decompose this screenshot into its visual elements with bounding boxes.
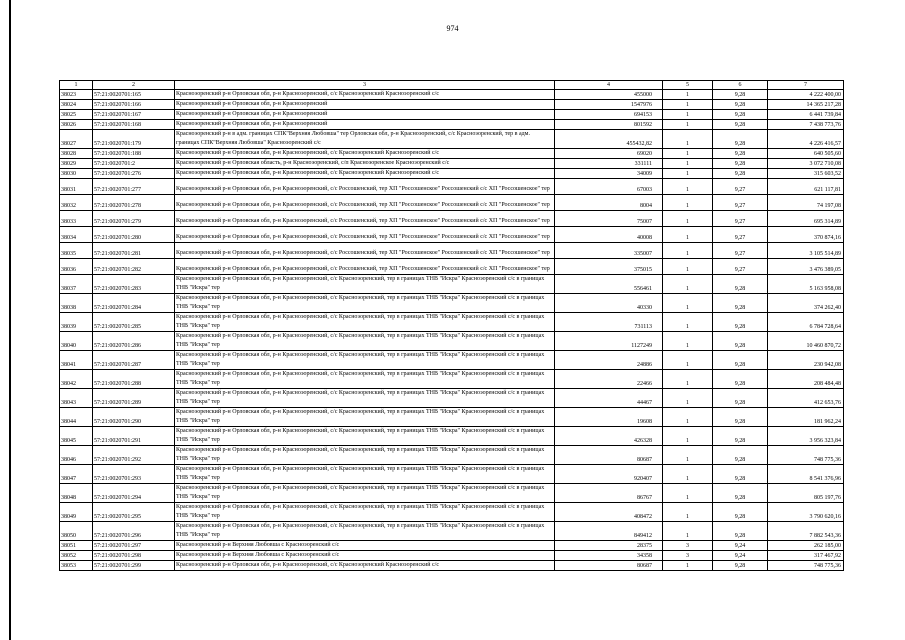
category-cell: 1 [663, 179, 713, 195]
area-cell: 335007 [555, 243, 663, 259]
category-cell: 1 [663, 120, 713, 130]
rate-cell: 9,28 [713, 90, 768, 100]
row-number-cell: 38023 [60, 90, 93, 100]
value-cell: 7 882 543,36 [768, 522, 844, 541]
area-cell: 849412 [555, 522, 663, 541]
header-cell: 3 [175, 81, 555, 90]
rate-cell: 9,28 [713, 100, 768, 110]
rate-cell: 9,28 [713, 370, 768, 389]
rate-cell: 9,28 [713, 110, 768, 120]
category-cell: 3 [663, 541, 713, 551]
row-number-cell: 38030 [60, 169, 93, 179]
address-cell: Красноэоренский р-н Орловская обл, р-н Красноэоренский, с/с Россошенский, тер ХП "Россошенское" Россошенский с/с ХП "Россошенское" тер [175, 211, 555, 227]
cadastral-number-cell: 57:21:0020701:291 [93, 427, 175, 446]
category-cell: 1 [663, 351, 713, 370]
table-row [60, 211, 844, 227]
rate-cell: 9,27 [713, 211, 768, 227]
cadastral-number-cell: 57:21:0020701:287 [93, 351, 175, 370]
value-cell: 3 790 620,16 [768, 503, 844, 522]
address-cell: Красноэоренский р-н Орловская область, р-н Красноэоренский, с/п Красноэоренское Красноэоренский с/с [175, 159, 555, 169]
address-cell: Красноэоренский р-н Орловская обл, р-н Красноэоренский, с/с Красноэоренский, тер в границах ТНВ "Искра" Красноэоренский с/с в границах ТНВ "Искра" тер [175, 313, 555, 332]
rate-cell: 9,27 [713, 179, 768, 195]
area-cell: 24886 [555, 351, 663, 370]
value-cell: 8 541 376,96 [768, 465, 844, 484]
cadastral-number-cell: 57:21:0020701:179 [93, 130, 175, 149]
table-row [60, 100, 844, 110]
row-number-cell: 38029 [60, 159, 93, 169]
value-cell: 4 222 400,00 [768, 90, 844, 100]
area-cell: 34358 [555, 551, 663, 561]
table-row [60, 522, 844, 541]
row-number-cell: 38042 [60, 370, 93, 389]
table-row [60, 179, 844, 195]
rate-cell: 9,28 [713, 561, 768, 571]
address-cell: Красноэоренский р-н Орловская обл, р-н Красноэоренский, с/с Красноэоренский, тер в границах ТНВ "Искра" Красноэоренский с/с в границах ТНВ "Искра" тер [175, 503, 555, 522]
table-row [60, 561, 844, 571]
value-cell: 748 775,36 [768, 446, 844, 465]
row-number-cell: 38028 [60, 149, 93, 159]
address-cell: Красноэоренский р-н Орловская обл, р-н Красноэоренский, с/с Красноэоренский Красноэоренский с/с [175, 90, 555, 100]
rate-cell: 9,24 [713, 541, 768, 551]
rate-cell: 9,27 [713, 243, 768, 259]
row-number-cell: 38025 [60, 110, 93, 120]
cadastral-number-cell: 57:21:0020701:276 [93, 169, 175, 179]
rate-cell: 9,28 [713, 522, 768, 541]
value-cell: 640 505,60 [768, 149, 844, 159]
cadastral-number-cell: 57:21:0020701:292 [93, 446, 175, 465]
cadastral-number-cell: 57:21:0020701:279 [93, 211, 175, 227]
area-cell: 801592 [555, 120, 663, 130]
area-cell: 455432,82 [555, 130, 663, 149]
address-cell: Красноэоренский р-н Орловская обл, р-н Красноэоренский, с/с Красноэоренский, тер в границах ТНВ "Искра" Красноэоренский с/с в границах ТНВ "Искра" тер [175, 332, 555, 351]
rate-cell: 9,28 [713, 408, 768, 427]
value-cell: 374 262,40 [768, 294, 844, 313]
rate-cell: 9,28 [713, 484, 768, 503]
row-number-cell: 38050 [60, 522, 93, 541]
area-cell: 69020 [555, 149, 663, 159]
page-number: 974 [446, 24, 459, 33]
row-number-cell: 38034 [60, 227, 93, 243]
rate-cell: 9,28 [713, 332, 768, 351]
category-cell: 1 [663, 100, 713, 110]
address-cell: Красноэоренский р-н Орловская обл, р-н Красноэоренский, с/с Россошенский, тер ХП "Россошенское" Россошенский с/с ХП "Россошенское" тер [175, 259, 555, 275]
category-cell: 3 [663, 551, 713, 561]
table-row [60, 110, 844, 120]
address-cell: Красноэоренский р-н Орловская обл, р-н Красноэоренский, с/с Россошенский, тер ХП "Россошенское" Россошенский с/с ХП "Россошенское" тер [175, 195, 555, 211]
address-cell: Красноэоренский р-н Верхняя Любовша с Красноэоренский с/с [175, 541, 555, 551]
area-cell: 67003 [555, 179, 663, 195]
value-cell: 3 956 323,84 [768, 427, 844, 446]
address-cell: Красноэоренский р-н Орловская обл, р-н Красноэоренский, с/с Красноэоренский, тер в границах ТНВ "Искра" Красноэоренский с/с в границах ТНВ "Искра" тер [175, 446, 555, 465]
address-cell: Красноэоренский р-н Орловская обл, р-н Красноэоренский, с/с Красноэоренский, тер в границах ТНВ "Искра" Красноэоренский с/с в границах ТНВ "Искра" тер [175, 389, 555, 408]
rate-cell: 9,28 [713, 427, 768, 446]
category-cell: 1 [663, 484, 713, 503]
row-number-cell: 38027 [60, 130, 93, 149]
value-cell: 208 484,48 [768, 370, 844, 389]
address-cell: Красноэоренский р-н Орловская обл, р-н Красноэоренский, с/с Красноэоренский, тер в границах ТНВ "Искра" Красноэоренский с/с в границах ТНВ "Искра" тер [175, 294, 555, 313]
category-cell: 1 [663, 195, 713, 211]
row-number-cell: 38033 [60, 211, 93, 227]
table-row [60, 90, 844, 100]
table-row [60, 120, 844, 130]
category-cell: 1 [663, 159, 713, 169]
row-number-cell: 38049 [60, 503, 93, 522]
value-cell: 230 942,08 [768, 351, 844, 370]
row-number-cell: 38045 [60, 427, 93, 446]
cadastral-number-cell: 57:21:0020701:166 [93, 100, 175, 110]
address-cell: Красноэоренский р-н Верхняя Любовша с Красноэоренский с/с [175, 551, 555, 561]
value-cell: 317 467,92 [768, 551, 844, 561]
table-row [60, 243, 844, 259]
area-cell: 8004 [555, 195, 663, 211]
cadastral-number-cell: 57:21:0020701:167 [93, 110, 175, 120]
category-cell: 1 [663, 110, 713, 120]
row-number-cell: 38041 [60, 351, 93, 370]
address-cell: Красноэоренский р-н Орловская обл, р-н Красноэоренский, с/с Красноэоренский, тер в границах ТНВ "Искра" Красноэоренский с/с в границах ТНВ "Искра" тер [175, 427, 555, 446]
address-cell: Красноэоренский р-н Орловская обл, р-н Красноэоренский, с/с Красноэоренский, тер в границах ТНВ "Искра" Красноэоренский с/с в границах ТНВ "Искра" тер [175, 408, 555, 427]
address-cell: Красноэоренский р-н Орловская обл, р-н Красноэоренский, с/с Красноэоренский Красноэоренский с/с [175, 561, 555, 571]
category-cell: 1 [663, 259, 713, 275]
row-number-cell: 38035 [60, 243, 93, 259]
cadastral-number-cell: 57:21:0020701:278 [93, 195, 175, 211]
area-cell: 22466 [555, 370, 663, 389]
table-row [60, 332, 844, 351]
address-cell: Красноэоренский р-н Орловская обл, р-н Красноэоренский, с/с Россошенский, тер ХП "Россошенское" Россошенский с/с ХП "Россошенское" тер [175, 227, 555, 243]
table-row [60, 484, 844, 503]
cadastral-number-cell: 57:21:0020701:295 [93, 503, 175, 522]
address-cell: Красноэоренский р-н Орловская обл, р-н Красноэоренский [175, 100, 555, 110]
cadastral-number-cell: 57:21:0020701:2 [93, 159, 175, 169]
table-row [60, 427, 844, 446]
cadastral-number-cell: 57:21:0020701:165 [93, 90, 175, 100]
table-row [60, 541, 844, 551]
table-row [60, 159, 844, 169]
table-row [60, 195, 844, 211]
value-cell: 805 197,76 [768, 484, 844, 503]
table-row [60, 551, 844, 561]
row-number-cell: 38046 [60, 446, 93, 465]
cadastral-number-cell: 57:21:0020701:293 [93, 465, 175, 484]
address-cell: Красноэоренский р-н Орловская обл, р-н Красноэоренский, с/с Красноэоренский, тер в границах ТНВ "Искра" Красноэоренский с/с в границах ТНВ "Искра" тер [175, 351, 555, 370]
value-cell: 370 874,16 [768, 227, 844, 243]
area-cell: 19608 [555, 408, 663, 427]
value-cell: 748 775,36 [768, 561, 844, 571]
area-cell: 80687 [555, 446, 663, 465]
cadastral-number-cell: 57:21:0020701:280 [93, 227, 175, 243]
table-row [60, 130, 844, 149]
address-cell: Красноэоренский р-н Орловская обл, р-н Красноэоренский, с/с Красноэоренский, тер в границах ТНВ "Искра" Красноэоренский с/с в границах ТНВ "Искра" тер [175, 484, 555, 503]
rate-cell: 9,28 [713, 130, 768, 149]
rate-cell: 9,27 [713, 227, 768, 243]
rate-cell: 9,28 [713, 159, 768, 169]
area-cell: 44467 [555, 389, 663, 408]
cadastral-number-cell: 57:21:0020701:298 [93, 551, 175, 561]
rate-cell: 9,28 [713, 275, 768, 294]
value-cell: 5 163 958,08 [768, 275, 844, 294]
value-cell: 6 784 728,64 [768, 313, 844, 332]
row-number-cell: 38043 [60, 389, 93, 408]
category-cell: 1 [663, 561, 713, 571]
rate-cell: 9,27 [713, 195, 768, 211]
row-number-cell: 38040 [60, 332, 93, 351]
address-cell: Красноэоренский р-н Орловская обл, р-н Красноэоренский, с/с Красноэоренский, тер в границах ТНВ "Искра" Красноэоренский с/с в границах ТНВ "Искра" тер [175, 465, 555, 484]
area-cell: 1127249 [555, 332, 663, 351]
cadastral-number-cell: 57:21:0020701:188 [93, 149, 175, 159]
address-cell: Красноэоренский р-н Орловская обл, р-н Красноэоренский, с/с Красноэоренский, тер в границах ТНВ "Искра" Красноэоренский с/с в границах ТНВ "Искра" тер [175, 522, 555, 541]
rate-cell: 9,28 [713, 465, 768, 484]
row-number-cell: 38047 [60, 465, 93, 484]
value-cell: 181 962,24 [768, 408, 844, 427]
cadastral-number-cell: 57:21:0020701:294 [93, 484, 175, 503]
value-cell: 3 476 389,05 [768, 259, 844, 275]
row-number-cell: 38052 [60, 551, 93, 561]
cadastral-number-cell: 57:21:0020701:284 [93, 294, 175, 313]
area-cell: 331111 [555, 159, 663, 169]
row-number-cell: 38051 [60, 541, 93, 551]
category-cell: 1 [663, 227, 713, 243]
value-cell: 10 460 870,72 [768, 332, 844, 351]
row-number-cell: 38048 [60, 484, 93, 503]
value-cell: 4 226 416,57 [768, 130, 844, 149]
rate-cell: 9,28 [713, 446, 768, 465]
category-cell: 1 [663, 130, 713, 149]
value-cell: 262 185,00 [768, 541, 844, 551]
value-cell: 621 117,81 [768, 179, 844, 195]
rate-cell: 9,28 [713, 149, 768, 159]
area-cell: 556461 [555, 275, 663, 294]
area-cell: 75007 [555, 211, 663, 227]
header-cell: 4 [555, 81, 663, 90]
area-cell: 731113 [555, 313, 663, 332]
category-cell: 1 [663, 522, 713, 541]
category-cell: 1 [663, 446, 713, 465]
table-row [60, 313, 844, 332]
table-row [60, 446, 844, 465]
table-row [60, 169, 844, 179]
area-cell: 28375 [555, 541, 663, 551]
value-cell: 74 197,08 [768, 195, 844, 211]
category-cell: 1 [663, 294, 713, 313]
row-number-cell: 38044 [60, 408, 93, 427]
rate-cell: 9,28 [713, 169, 768, 179]
address-cell: Красноэоренский р-н Орловская обл, р-н Красноэоренский, с/с Красноэоренский Красноэоренский с/с [175, 169, 555, 179]
rate-cell: 9,28 [713, 313, 768, 332]
header-cell: 5 [663, 81, 713, 90]
area-cell: 455000 [555, 90, 663, 100]
address-cell: Красноэоренский р-н Орловская обл, р-н Красноэоренский, с/с Россошенский, тер ХП "Россошенское" Россошенский с/с ХП "Россошенское" тер [175, 179, 555, 195]
rate-cell: 9,28 [713, 503, 768, 522]
address-cell: Красноэоренский р-н Орловская обл, р-н Красноэоренский, с/с Россошенский, тер ХП "Россошенское" Россошенский с/с ХП "Россошенское" тер [175, 243, 555, 259]
cadastral-number-cell: 57:21:0020701:286 [93, 332, 175, 351]
value-cell: 3 072 710,08 [768, 159, 844, 169]
rate-cell: 9,28 [713, 389, 768, 408]
cadastral-number-cell: 57:21:0020701:297 [93, 541, 175, 551]
area-cell: 1547976 [555, 100, 663, 110]
cadastral-number-cell: 57:21:0020701:299 [93, 561, 175, 571]
header-cell: 2 [93, 81, 175, 90]
table-row [60, 227, 844, 243]
row-number-cell: 38026 [60, 120, 93, 130]
category-cell: 1 [663, 211, 713, 227]
table-row [60, 275, 844, 294]
address-cell: Красноэоренский р-н Орловская обл, р-н Красноэоренский [175, 110, 555, 120]
rate-cell: 9,28 [713, 351, 768, 370]
rate-cell: 9,24 [713, 551, 768, 561]
area-cell: 408472 [555, 503, 663, 522]
table-row [60, 294, 844, 313]
table-row [60, 351, 844, 370]
cadastral-number-cell: 57:21:0020701:289 [93, 389, 175, 408]
category-cell: 1 [663, 90, 713, 100]
cadastral-number-cell: 57:21:0020701:290 [93, 408, 175, 427]
category-cell: 1 [663, 275, 713, 294]
address-cell: Красноэоренский р-н Орловская обл, р-н Красноэоренский, с/с Красноэоренский, тер в границах ТНВ "Искра" Красноэоренский с/с в границах ТНВ "Искра" тер [175, 370, 555, 389]
cadastral-number-cell: 57:21:0020701:283 [93, 275, 175, 294]
area-cell: 40008 [555, 227, 663, 243]
category-cell: 1 [663, 408, 713, 427]
value-cell: 3 105 514,89 [768, 243, 844, 259]
category-cell: 1 [663, 427, 713, 446]
value-cell: 412 653,76 [768, 389, 844, 408]
value-cell: 315 603,52 [768, 169, 844, 179]
cadastral-number-cell: 57:21:0020701:168 [93, 120, 175, 130]
cadastral-number-cell: 57:21:0020701:296 [93, 522, 175, 541]
table-row [60, 465, 844, 484]
row-number-cell: 38031 [60, 179, 93, 195]
area-cell: 694153 [555, 110, 663, 120]
value-cell: 695 314,89 [768, 211, 844, 227]
area-cell: 34009 [555, 169, 663, 179]
category-cell: 1 [663, 332, 713, 351]
table-row [60, 503, 844, 522]
row-number-cell: 38032 [60, 195, 93, 211]
value-cell: 14 365 217,28 [768, 100, 844, 110]
cadastral-number-cell: 57:21:0020701:288 [93, 370, 175, 389]
table-row [60, 149, 844, 159]
value-cell: 7 438 773,76 [768, 120, 844, 130]
area-cell: 426328 [555, 427, 663, 446]
address-cell: Красноэоренский р-н Орловская обл, р-н Красноэоренский [175, 120, 555, 130]
area-cell: 86767 [555, 484, 663, 503]
cadastral-number-cell: 57:21:0020701:282 [93, 259, 175, 275]
table-header-row [60, 81, 844, 90]
category-cell: 1 [663, 503, 713, 522]
category-cell: 1 [663, 465, 713, 484]
address-cell: Красноэоренский р-н Орловская обл, р-н Красноэоренский, с/с Красноэоренский Красноэоренский с/с [175, 149, 555, 159]
category-cell: 1 [663, 389, 713, 408]
area-cell: 40330 [555, 294, 663, 313]
value-cell: 6 441 739,84 [768, 110, 844, 120]
cadastral-number-cell: 57:21:0020701:277 [93, 179, 175, 195]
category-cell: 1 [663, 169, 713, 179]
area-cell: 80687 [555, 561, 663, 571]
row-number-cell: 38038 [60, 294, 93, 313]
category-cell: 1 [663, 243, 713, 259]
cadastral-number-cell: 57:21:0020701:281 [93, 243, 175, 259]
rate-cell: 9,28 [713, 294, 768, 313]
address-cell: Красноэоренский р-н в адм. границах СПК"Верхняя Любовша" тер Орловская обл, р-н Красноэоренский, с/с Красноэоренский, тер в адм. границах СПК"Верхняя Любовша" Красноэоренский с/с [175, 130, 555, 149]
table-row [60, 389, 844, 408]
table-row [60, 408, 844, 427]
rate-cell: 9,28 [713, 120, 768, 130]
rate-cell: 9,27 [713, 259, 768, 275]
table-row [60, 259, 844, 275]
land-plot-table [59, 80, 844, 571]
page-edge-rule [9, 0, 11, 640]
row-number-cell: 38036 [60, 259, 93, 275]
header-cell: 7 [768, 81, 844, 90]
address-cell: Красноэоренский р-н Орловская обл, р-н Красноэоренский, с/с Красноэоренский, тер в границах ТНВ "Искра" Красноэоренский с/с в границах ТНВ "Искра" тер [175, 275, 555, 294]
category-cell: 1 [663, 149, 713, 159]
row-number-cell: 38037 [60, 275, 93, 294]
header-cell: 6 [713, 81, 768, 90]
row-number-cell: 38053 [60, 561, 93, 571]
row-number-cell: 38039 [60, 313, 93, 332]
row-number-cell: 38024 [60, 100, 93, 110]
table-row [60, 370, 844, 389]
cadastral-number-cell: 57:21:0020701:285 [93, 313, 175, 332]
category-cell: 1 [663, 370, 713, 389]
area-cell: 375015 [555, 259, 663, 275]
category-cell: 1 [663, 313, 713, 332]
area-cell: 920407 [555, 465, 663, 484]
header-cell: 1 [60, 81, 93, 90]
